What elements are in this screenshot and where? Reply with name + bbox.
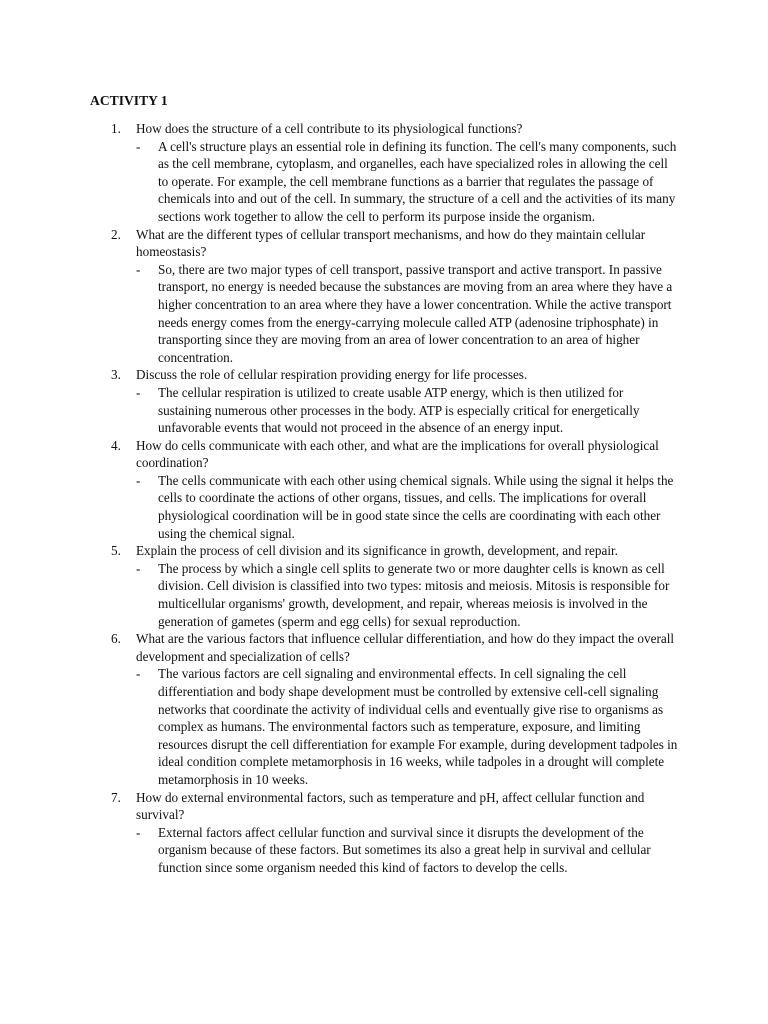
answer-item [0, 824, 768, 877]
answer-item [0, 261, 768, 367]
answer-text: A cell's structure plays an essential role in defining its function. The cell's many components, such as the cell membrane, cytoplasm, and organelles, each have specialized roles in allowing the cell to operate. For example, the cell membrane functions as a barrier that regulates the passage of chemicals into and out of the cell. In summary, the structure of a cell and the activities of its many sections work together to allow the cell to perform its purpose inside the organism. [158, 138, 677, 224]
answer-text: The various factors are cell signaling and environmental effects. In cell signaling the cell differentiation and body shape development must be controlled by extensive cell-cell signaling networks that coordinate the activity of individual cells and eventually give rise to organisms as complex as humans. The environmental factors such as temperature, exposure, and limiting resources disrupt the cell differentiation for example For example, during development tadpoles in ideal condition complete metamorphosis in 16 weeks, while tadpoles in a drought will complete metamorphosis in 10 weeks. [158, 666, 678, 787]
question-number: 6. [111, 631, 121, 647]
bullet-dash: - [136, 560, 141, 576]
answer-item [0, 384, 768, 437]
question-item-3 [0, 366, 768, 436]
answer-text: The cellular respiration is utilized to create usable ATP energy, which is then utilized for sustaining numerous other processes in the body. ATP is especially critical for energetically unfavorable events that would not proceed in the absence of an energy input. [158, 384, 640, 436]
bullet-dash: - [136, 261, 141, 277]
question-item-6 [0, 630, 768, 788]
question-number: 2. [111, 226, 121, 242]
question-number: 1. [111, 121, 121, 136]
bullet-dash: - [136, 384, 141, 400]
question-item-4 [0, 437, 768, 543]
question-text: How does the structure of a cell contribute to its physiological functions? [136, 121, 523, 136]
question-text: Explain the process of cell division and its significance in growth, development, and repair. [136, 543, 618, 559]
question-number: 7. [111, 789, 121, 805]
answer-item [0, 472, 768, 542]
answer-item [0, 560, 768, 630]
question-item-1 [0, 120, 768, 226]
question-text: How do external environmental factors, such as temperature and pH, affect cellular function and survival? [136, 789, 645, 823]
page-title: ACTIVITY 1 [90, 93, 168, 108]
answer-item [0, 138, 768, 226]
answer-item [0, 665, 768, 788]
answer-text: So, there are two major types of cell transport, passive transport and active transport. In passive transport, no energy is needed because the substances are moving from an area where they have a higher concentration to an area where they have a lower concentration. While the active transport needs energy comes from the energy-carrying molecule called ATP (adenosine triphosphate) in transporting since they are moving from an area of lower concentration to an area of higher concentration. [158, 261, 673, 365]
question-text: Discuss the role of cellular respiration providing energy for life processes. [136, 367, 528, 383]
question-text: What are the different types of cellular transport mechanisms, and how do they maintain cellular homeostasis? [136, 226, 646, 260]
bullet-dash: - [136, 472, 141, 488]
bullet-dash: - [136, 824, 141, 840]
question-text: How do cells communicate with each other, and what are the implications for overall physiological coordination? [136, 437, 659, 471]
question-list [0, 120, 768, 877]
question-number: 3. [111, 367, 121, 383]
answer-text: The process by which a single cell splits to generate two or more daughter cells is known as cell division. Cell division is classified into two types: mitosis and meiosis. Mitosis is responsible for multicellular organisms' growth, development, and repair, whereas meiosis is involved in the generation of gametes (sperm and egg cells) for sexual reproduction. [158, 560, 670, 629]
question-item-2 [0, 226, 768, 367]
bullet-dash: - [136, 666, 141, 682]
answer-text: The cells communicate with each other using chemical signals. While using the signal it helps the cells to coordinate the actions of other organs, tissues, and cells. The implications for overall physiological coordination will be in good state since the cells are coordinating with each other using the chemical signal. [158, 472, 674, 541]
answer-text: External factors affect cellular function and survival since it disrupts the development of the organism because of these factors. But sometimes its also a great help in survival and cellular function since some organism needed this kind of factors to develop the cells. [158, 824, 651, 875]
question-text: What are the various factors that influence cellular differentiation, and how do they impact the overall development and specialization of cells? [136, 631, 675, 664]
question-item-5 [0, 542, 768, 630]
question-number: 5. [111, 543, 121, 559]
question-number: 4. [111, 437, 121, 453]
bullet-dash: - [136, 138, 141, 154]
question-item-7 [0, 789, 768, 877]
